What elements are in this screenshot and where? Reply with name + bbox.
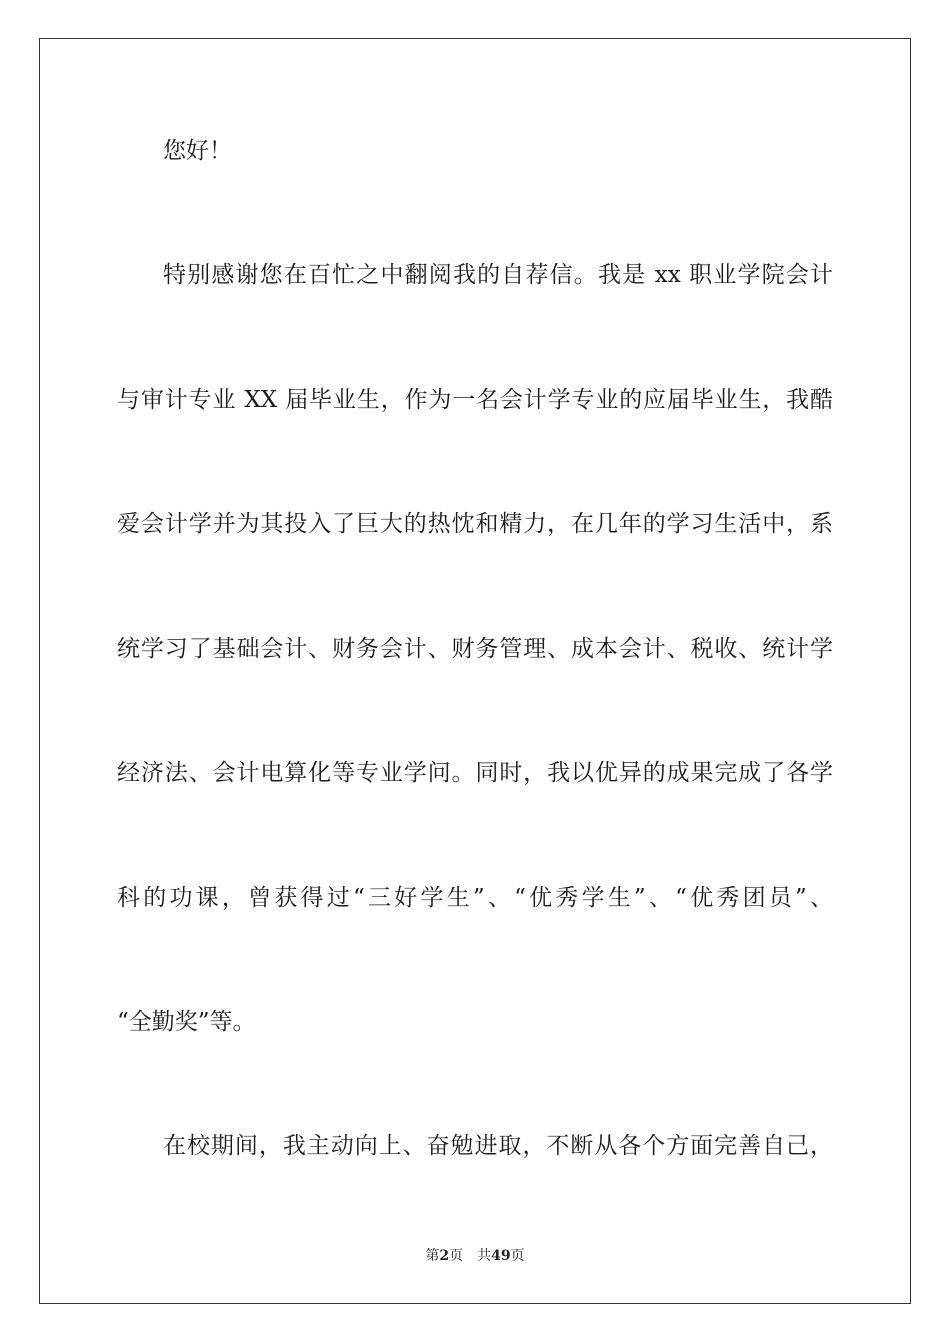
page-prefix: 第	[425, 1248, 440, 1264]
paragraph-line-4: 统学习了基础会计、财务会计、财务管理、成本会计、税收、统计学	[117, 636, 833, 662]
paragraph-line-3: 爱会计学并为其投入了巨大的热忱和精力，在几年的学习生活中，系	[117, 511, 833, 537]
page-suffix: 页	[449, 1248, 464, 1264]
total-prefix: 共	[477, 1248, 492, 1264]
paragraph-line-6: 科的功课，曾获得过“三好学生”、“优秀学生”、“优秀团员”、	[117, 885, 833, 911]
total-pages: 49	[491, 1248, 511, 1264]
paragraph-line-7: “全勤奖”等。	[117, 1009, 256, 1035]
paragraph-line-1: 特别感谢您在百忙之中翻阅我的自荐信。我是 xx 职业学院会计	[163, 262, 833, 288]
total-suffix: 页	[510, 1248, 525, 1264]
paragraph-line-2: 与审计专业 XX 届毕业生，作为一名会计学专业的应届毕业生，我酷	[117, 387, 833, 413]
page-number: 2	[439, 1248, 450, 1264]
page-frame	[39, 38, 911, 1304]
page-footer	[0, 1246, 950, 1266]
greeting: 您好！	[163, 138, 232, 164]
paragraph-line-8: 在校期间，我主动向上、奋勉进取，不断从各个方面完善自己，	[163, 1133, 833, 1159]
paragraph-line-5: 经济法、会计电算化等专业学问。同时，我以优异的成果完成了各学	[117, 760, 833, 786]
